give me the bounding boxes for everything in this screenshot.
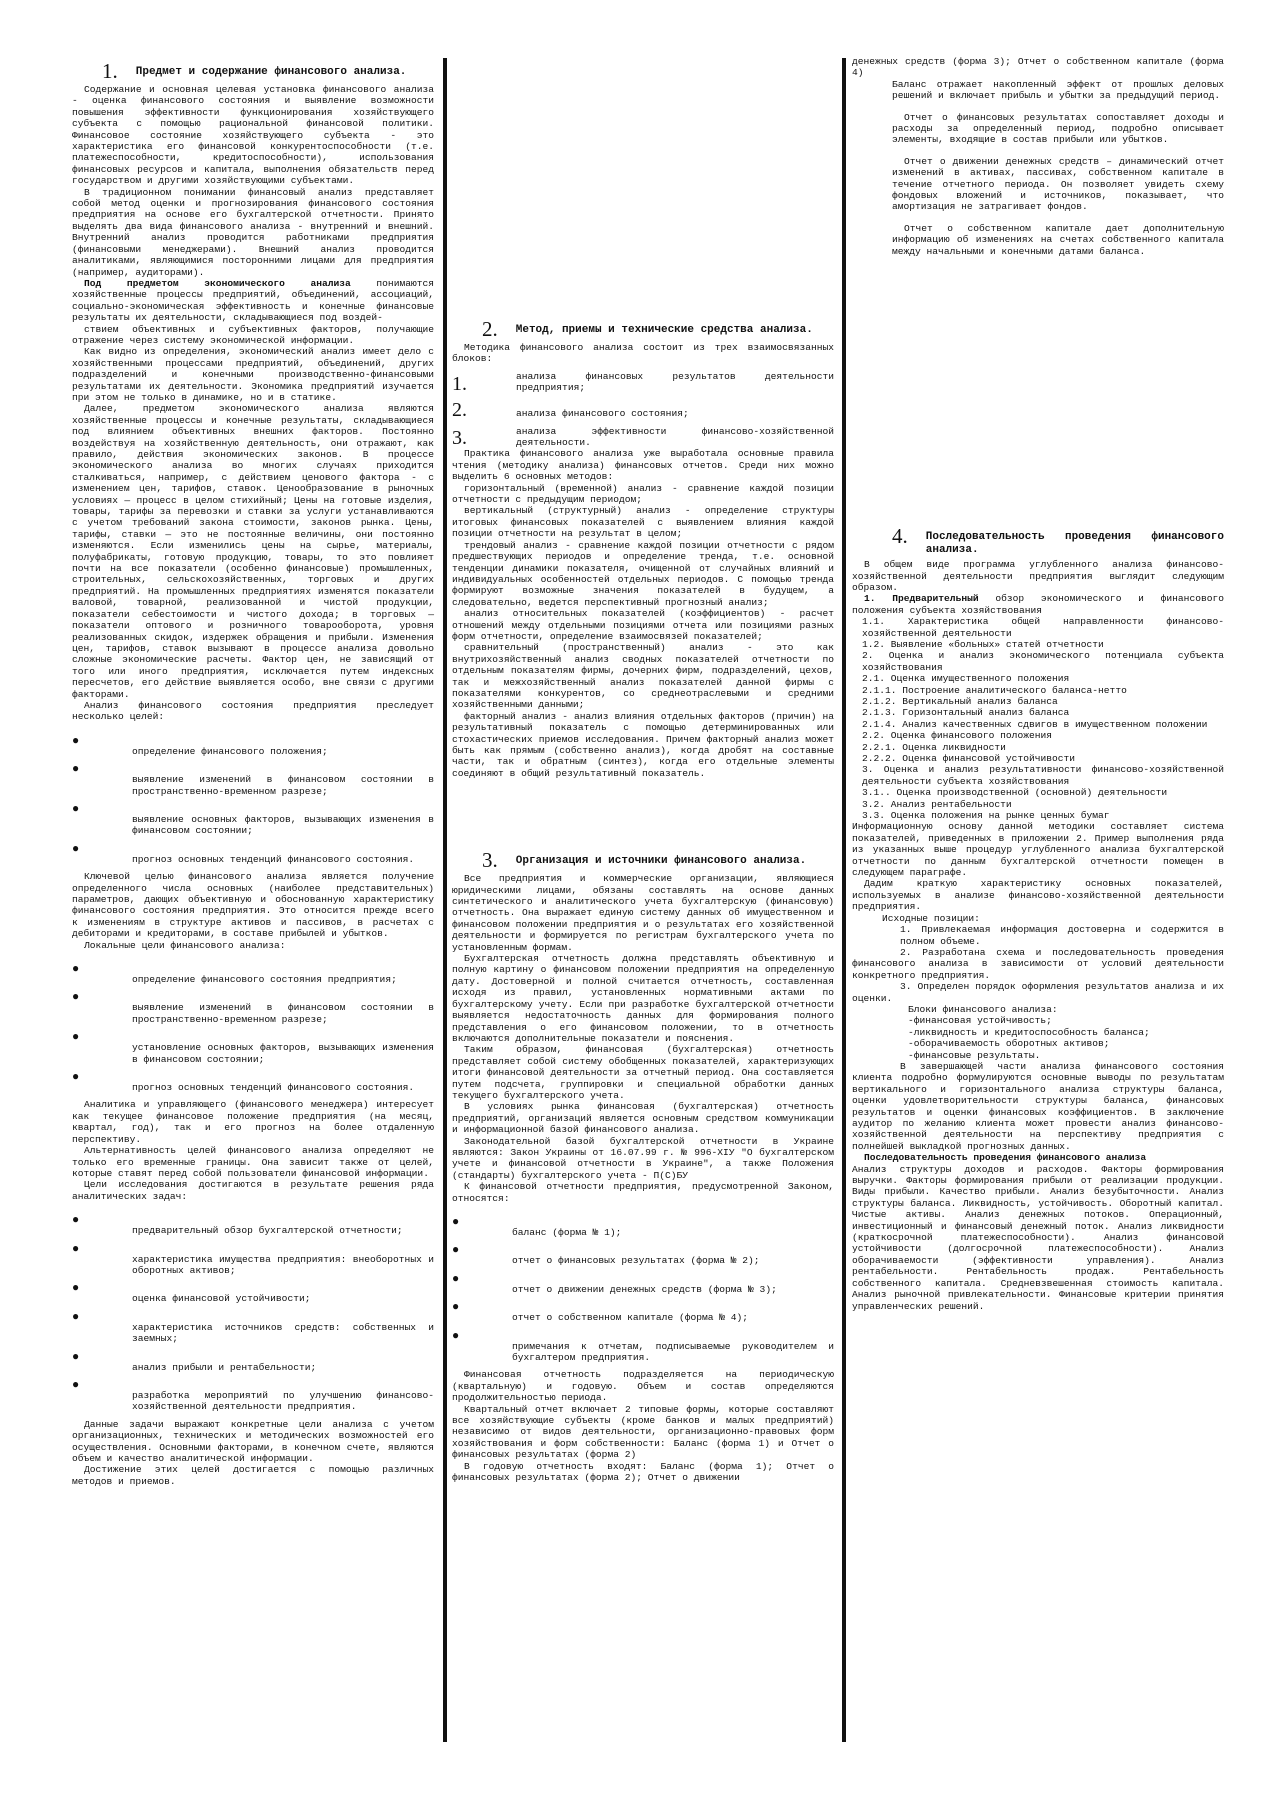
- column-divider-right: [842, 58, 846, 1742]
- list-item: 2. Разработана схема и последовательность проведения финансового анализа в зависимости от условий деятельности конкретного предприятия.: [852, 946, 1224, 981]
- list-item: [72, 757, 434, 797]
- section-title: Последовательность проведения финансового анализа.: [925, 531, 1224, 557]
- section-number: 4.: [892, 524, 908, 549]
- paragraph: В годовую отчетность входят: Баланс (форма 1); Отчет о финансовых результатах (форма 2); Отчет о движении: [452, 1460, 834, 1484]
- blocks-list: [452, 371, 834, 449]
- bullet-icon: ●: [72, 1349, 80, 1364]
- list-item: [72, 1208, 434, 1236]
- list-item-text: выявление изменений в финансовом состоянии в пространственно-временном разрезе;: [132, 774, 434, 797]
- outline-item: 2.1.3. Горизонтальный анализ баланса: [862, 707, 1070, 719]
- blocks-title: Блоки финансового анализа:: [908, 1003, 1058, 1015]
- list-number: 1.: [452, 372, 467, 395]
- list-item: [452, 1238, 834, 1266]
- section-number: 1.: [102, 59, 118, 83]
- section-number: 3.: [482, 848, 498, 873]
- bullet-icon: ●: [72, 1030, 80, 1045]
- outline-item: 3.2. Анализ рентабельности: [862, 798, 1012, 810]
- paragraph: Как видно из определения, экономический анализ имеет дело с хозяйственными процессами предприятий, объединений, других подразделений и конечными производственно-финансовыми результатами их деятельности. Экономика предприятий изучается при этом не только в динамике, но и в статике.: [72, 346, 434, 403]
- outline-item: 3. Оценка и анализ результативности финансово-хозяйственной деятельности субъекта хозяйствования: [862, 764, 1224, 787]
- column-2: [452, 318, 834, 1484]
- section-title: Предмет и содержание финансового анализа.: [135, 66, 407, 78]
- section-4-heading: [852, 525, 1224, 557]
- paragraph: Локальные цели финансового анализа:: [84, 939, 286, 951]
- bullet-icon: ●: [72, 1070, 80, 1085]
- list-item-text: определение финансового положения;: [132, 745, 328, 757]
- list-item-text: предварительный обзор бухгалтерской отчетности;: [132, 1225, 403, 1237]
- local-goals-list: [72, 957, 434, 1093]
- paragraph: Аналитика и управляющего (финансового менеджера) интересует как текущее финансовое положение предприятия (на месяц, квартал, год), так и его прогноз на более отдаленную перспективу.: [72, 1099, 434, 1145]
- bullet-icon: ●: [72, 1241, 80, 1256]
- paragraph: Баланс отражает накопленный эффект от прошлых деловых решений и включает прибыль и убытки за предыдущий период.: [892, 78, 1224, 102]
- list-item-text: отчет о финансовых результатах (форма № 2);: [512, 1255, 760, 1267]
- list-item-text: отчет о движении денежных средств (форма № 3);: [512, 1283, 777, 1295]
- list-item: [72, 729, 434, 757]
- list-item-text: установление основных факторов, вызывающих изменения в финансовом состоянии;: [132, 1042, 434, 1065]
- paragraph: Таким образом, финансовая (бухгалтерская) отчетность представляет собой систему обобщенных показателей, характеризующих итоги финансовой деятельности за отчетный период. Она составляется путем подсчета, группировки и специальной обработки данных текущего бухгалтерского учета.: [452, 1044, 834, 1101]
- list-item-text: примечания к отчетам, подписываемые руководителем и бухгалтером предприятия.: [512, 1340, 834, 1364]
- paragraph: Далее, предметом экономического анализа являются хозяйственные процессы и конечные результаты, складывающиеся под влиянием объективных внешних факторов. Постоянно воздействуя на хозяйственную деятельность, они отражают, как правило, действия экономических законов. В процессе экономического анализа во многих случаях приходится сталкиваться, например, с действием ценового фактора - с изменением цен, тарифов, ставок. Ценообразование в рыночных условиях — процесс в целом стихийный; Цены на готовые изделия, товары, тарифы за перевозки и ставки за услуги устанавливаются с учетом требований закона стоимости, законов рынка. Цены, тарифы, ставки — это не постоянные величины, они постоянно изменяются. Если изменились цены на сырье, материалы, полуфабрикаты, готовую продукцию, товары, то это повлияет почти на все показатели (особенно финансовые) промышленных, строительных, сельскохозяйственных, торговых и других предприятий. На промышленных предприятиях изменятся показатели валовой, товарной, реализованной и чистой продукции, показатели себестоимости и чистого дохода; в торговых — показатели оптового и розничного товарооборота, уровня реализованных скидок, издержек обращения и прибыли. Изменения цен, тарифов, ставок вызывают в процессе анализа довольно сложные экономические расчеты. Фактор цен, не зависящий от того или иного предприятия, исключается путем индексных пересчетов, его действие выявляется особо, вне связи с другими факторами.: [72, 403, 434, 700]
- paragraph: анализ относительных показателей (коэффициентов) - расчет отношений между отдельными позициями отчета или позициями разных форм отчетности, определение взаимосвязей показателей;: [452, 608, 834, 642]
- outline-item: 2.2.2. Оценка финансовой устойчивости: [862, 753, 1076, 764]
- blocks-list: [852, 1004, 1224, 1061]
- outline-item: 2.1.2. Вертикальный анализ баланса: [862, 695, 1058, 707]
- outline-item: 2.1.1. Построение аналитического баланса-нетто: [862, 684, 1127, 696]
- list-item: [72, 957, 434, 985]
- paragraph: факторный анализ - анализ влияния отдельных факторов (причин) на результативный показатель с помощью детерминированных или стохастических приемов исследования. Причем факторный анализ может быть как прямым (собственно анализ), когда дробят на составные части, так и обратным (синтез), когда его отдельные элементы соединяют в общий результативный показатель.: [452, 710, 834, 779]
- section-title: Метод, приемы и технические средства анализа.: [515, 324, 813, 336]
- list-item-text: анализа финансового состояния;: [516, 408, 689, 420]
- section-1-heading: [72, 60, 434, 82]
- paragraph: ствием объективных и субъективных факторов, получающие отражение через систему экономической информации.: [72, 323, 434, 346]
- list-item: 3. Определен порядок оформления результатов анализа и их оценки.: [852, 981, 1224, 1004]
- outline-item: 3.3. Оценка положения на рынке ценных бумаг: [862, 810, 1110, 822]
- section-number: 2.: [482, 317, 498, 341]
- paragraph: Отчет о собственном капитале дает дополнительную информацию об изменениях на счетах собственного капитала между начальными и конечными датами баланса.: [892, 222, 1224, 257]
- list-item-text: анализ прибыли и рентабельности;: [132, 1361, 317, 1373]
- outline-item: 2.1.4. Анализ качественных сдвигов в имущественном положении: [862, 718, 1208, 730]
- paragraph: Достижение этих целей достигается с помощью различных методов и приемов.: [72, 1464, 434, 1487]
- list-item: [72, 1373, 434, 1413]
- paragraph: Анализ финансового состояния предприятия преследует несколько целей:: [72, 699, 434, 723]
- paragraph: Данные задачи выражают конкретные цели анализа с учетом организационных, технических и методических возможностей его осуществления. Основными факторами, в конечном счете, являются объем и качество аналитической информации.: [72, 1418, 434, 1464]
- paragraph: [72, 278, 434, 324]
- paragraph: Законодательной базой бухгалтерской отчетности в Украине являются: Закон Украины от 16.07.99 г. № 996-XIУ "О бухгалтерском учете и финансовой отчетности в Украине", а также Положения (стандарты) бухгалтерского учета - П(С)БУ: [452, 1135, 834, 1181]
- list-number: 3.: [452, 427, 467, 450]
- paragraph: вертикальный (структурный) анализ - определение структуры итоговых финансовых показателей с выявлением влияния каждой позиции отчетности на результат в целом;: [452, 505, 834, 540]
- list-item-text: оценка финансовой устойчивости;: [132, 1293, 311, 1305]
- list-item: [72, 1305, 434, 1345]
- list-number: 2.: [452, 398, 467, 421]
- bullet-icon: ●: [72, 841, 80, 856]
- paragraph: В завершающей части анализа финансового состояния клиента подробно формулируются основные выводы по результатам вертикального и горизонтального анализа структуры баланса, оценки удовлетворительности структуры баланса, финансовых результатов и оценки финансовых коэффициентов. В заключение аудитор по желанию клиента может провести анализ финансово-хозяйственной деятельности на перспективу предприятия с полнейшей выкладкой прогнозных данных.: [852, 1060, 1224, 1152]
- paragraph: Анализ структуры доходов и расходов. Факторы формирования выручки. Факторы формирования прибыли от реализации продукции. Виды прибыли. Качество прибыли. Анализ безубыточности. Анализ структуры баланса. Ликвидность, устойчивость. Оборотный капитал. Чистые активы. Анализ денежных потоков. Операционный, инвестиционный и финансовый денежный поток. Анализ ликвидности (краткосрочной платежеспособности). Анализ финансовой устойчивости (долгосрочной платежеспособности). Анализ оборачиваемости (эффективности управления). Анализ рентабельности. Рентабельность продаж. Рентабельность собственного капитала. Средневзвешенная стоимость капитала. Анализ рыночной привлекательности. Финансовые критерии принятия управленческих решений.: [852, 1163, 1224, 1312]
- bullet-icon: ●: [452, 1243, 460, 1258]
- list-item: [72, 985, 434, 1025]
- section-3-heading: [452, 849, 834, 871]
- list-item-text: определение финансового состояния предприятия;: [132, 974, 397, 986]
- column-divider-left: [443, 58, 447, 1742]
- bullet-icon: ●: [72, 1213, 80, 1228]
- outline-item: 3.1.. Оценка производственной (основной) деятельности: [862, 787, 1168, 799]
- positions-list: [852, 924, 1224, 1004]
- paragraph: Ключевой целью финансового анализа является получение определенного числа основных (наиболее представительных) параметров, дающих объективную и обоснованную характеристику финансового состояния предприятия. Это относится прежде всего к изменениям в структуре активов и пассивов, в расчетах с дебиторами и кредиторами, в составе прибылей и убытков.: [72, 871, 434, 940]
- bullet-icon: ●: [72, 990, 80, 1005]
- paragraph: В традиционном понимании финансовый анализ представляет собой метод оценки и прогнозирования финансового состояния предприятия на основе его бухгалтерской отчетности. Принято выделять два вида финансового анализа - внутренний и внешний. Внутренний анализ проводится работниками предприятия (финансовыми менеджерами). Внешний анализ проводится аналитиками, являющимися посторонними лицами для предприятия (например, аудиторами).: [72, 186, 434, 278]
- outline-item: 2.2. Оценка финансового положения: [862, 730, 1052, 742]
- paragraph: Альтернативность целей финансового анализа определяют не только его временные границы. Она зависит также от целей, которые ставят перед собой пользователи финансовой информации.: [72, 1145, 434, 1179]
- list-item: -финансовые результаты.: [908, 1049, 1041, 1061]
- list-item-text: разработка мероприятий по улучшению финансово-хозяйственной деятельности предприятия.: [132, 1389, 434, 1413]
- bullet-icon: ●: [452, 1215, 460, 1229]
- outline-item: 1.2. Выявление «больных» статей отчетности: [862, 638, 1104, 650]
- paragraph: К финансовой отчетности предприятия, предусмотренной Законом, относятся:: [452, 1181, 834, 1204]
- bold-term: Под предметом экономического анализа: [84, 277, 351, 289]
- paragraph: Исходные позиции:: [882, 912, 980, 924]
- summary-title: Последовательность проведения финансового анализа: [864, 1152, 1147, 1164]
- list-item-text: баланс (форма № 1);: [512, 1227, 622, 1238]
- paragraph: Все предприятия и коммерческие организации, являющиеся юридическими лицами, обязаны составлять на основе данных синтетического и аналитического учета бухгалтерскую (финансовую) отчетность. Она выражает единую систему данных об имущественном и финансовом положении предприятия и о результатах его хозяйственной деятельности и формируется по регистрам бухгалтерского учета по установленным формам.: [452, 873, 834, 953]
- paragraph-text: обзор экономического и финансового положения субъекта хозяйствования: [852, 593, 1224, 616]
- list-item-text: прогноз основных тенденций финансового состояния.: [132, 853, 415, 865]
- paragraph: сравнительный (пространственный) анализ - это как внутрихозяйственный анализ сводных показателей отчетности по отдельным показателям фирмы, дочерних фирм, подразделений, цехов, так и межхозяйственный анализ показателей данной фирмы с показателями конкурентов, со среднеотраслевыми и средними хозяйственными данными;: [452, 642, 834, 711]
- list-item-text: выявление изменений в финансовом состоянии в пространственно-временном разрезе;: [132, 1002, 434, 1025]
- list-item: [452, 371, 834, 394]
- list-item: -оборачиваемость оборотных активов;: [908, 1038, 1110, 1050]
- section-2-heading: [452, 318, 834, 340]
- list-item-text: отчет о собственном капитале (форма № 4);: [512, 1312, 749, 1324]
- outline-item: 2.1. Оценка имущественного положения: [862, 673, 1070, 685]
- goals-list: [72, 729, 434, 865]
- paragraph: трендовый анализ - сравнение каждой позиции отчетности с рядом предшествующих периодов и определение тренда, т.е. основной тенденции динамики показателя, очищенной от случайных влияний и индивидуальных особенностей отдельных периодов. С помощью тренда формируют возможные значения показателей в будущем, а следовательно, ведется перспективный прогнозный анализ;: [452, 539, 834, 608]
- paragraph: Отчет о финансовых результатах сопоставляет доходы и расходы за определенный период, подробно описывает элементы, входящие в состав прибыли или убытков.: [892, 111, 1224, 146]
- paragraph: Методика финансового анализа состоит из трех взаимосвязанных блоков:: [452, 342, 834, 365]
- list-item-text: прогноз основных тенденций финансового состояния.: [132, 1082, 415, 1094]
- list-item: [452, 1324, 834, 1364]
- paragraph: горизонтальный (временной) анализ - сравнение каждой позиции отчетности с предыдущим периодом;: [452, 482, 834, 506]
- forms-description: [852, 79, 1224, 257]
- paragraph: Квартальный отчет включает 2 типовые формы, которые составляют все хозяйствующие субъекты (кроме банков и малых предприятий) независимо от видов деятельности, организационно-правовых форм хозяйствования и форм собственности: Баланс (форма 1) и Отчет о финансовых результатах (форма 2): [452, 1403, 834, 1461]
- paragraph-text: понимаются хозяйственные процессы предприятий, объединений, ассоциаций, социально-экономическая эффективность и конечные финансовые результаты их деятельности, складывающиеся под воздей-: [72, 277, 434, 324]
- list-item: [452, 1210, 834, 1238]
- bullet-icon: ●: [72, 762, 80, 777]
- bullet-icon: ●: [72, 1281, 80, 1296]
- paragraph: Отчет о движении денежных средств – динамический отчет изменений в активах, пассивах, собственном капитале в течение отчетного периода. Он позволяет увидеть схему фондовых вложений и источников, показывает, что амортизация не затрагивает фондов.: [892, 155, 1224, 213]
- list-item: -ликвидность и кредитоспособность баланса;: [908, 1026, 1150, 1038]
- bullet-icon: ●: [452, 1300, 460, 1315]
- list-item: [72, 837, 434, 865]
- bullet-icon: ●: [72, 962, 80, 977]
- section-title: Организация и источники финансового анализа.: [515, 855, 807, 868]
- list-item: [452, 1295, 834, 1323]
- list-item: [72, 1025, 434, 1065]
- bullet-icon: ●: [452, 1328, 460, 1343]
- outline-item: 1.1. Характеристика общей направленности финансово-хозяйственной деятельности: [862, 616, 1224, 639]
- paragraph: Содержание и основная целевая установка финансового анализа - оценка финансового состояния и выявление возможности повышения эффективности функционирования хозяйствующего субъекта с помощью рациональной финансовой политики. Финансовое состояние хозяйствующего субъекта - это характеристика его финансовой конкурентоспособности (т.е. платежеспособности, кредитоспособности), использования финансовых ресурсов и капитала, выполнения обязательств перед государством и другими хозяйствующими субъектами.: [72, 84, 434, 187]
- paragraph: [852, 593, 1224, 616]
- tasks-list: [72, 1208, 434, 1413]
- paragraph: Бухгалтерская отчетность должна представлять объективную и полную картину о финансовом положении предприятия на определенную дату. Достоверной и полной считается отчетность, составленная исходя из правил, установленных нормативными актами по бухгалтерскому учету. Если при разработке бухгалтерской отчетности выявляется недостаточность данных для формирования полного представления о его финансовом положении, то в отчетность включаются дополнительные показатели и пояснения.: [452, 953, 834, 1044]
- column-3: [852, 56, 1224, 1312]
- analysis-outline: [852, 616, 1224, 821]
- list-item: [72, 1276, 434, 1304]
- paragraph: Дадим краткую характеристику основных показателей, используемых в анализе финансово-хозяйственной деятельности предприятия.: [852, 878, 1224, 913]
- list-item: [72, 797, 434, 837]
- list-item: [452, 400, 834, 420]
- paragraph: Цели исследования достигаются в результате решения ряда аналитических задач:: [72, 1179, 434, 1202]
- bullet-icon: ●: [72, 1309, 80, 1324]
- list-item-text: характеристика имущества предприятия: внеоборотных и оборотных активов;: [132, 1253, 434, 1276]
- list-item-text: анализа эффективности финансово-хозяйственной деятельности.: [516, 425, 834, 449]
- column-1: [72, 60, 434, 1487]
- list-item: [452, 426, 834, 449]
- paragraph: В общем виде программа углубленного анализа финансово-хозяйственной деятельности предприятия выглядит следующим образом.: [852, 559, 1224, 593]
- paragraph: В условиях рынка финансовая (бухгалтерская) отчетность предприятий, организаций является основным средством коммуникации и информационной базой финансового анализа.: [452, 1101, 834, 1136]
- list-item: [72, 1065, 434, 1093]
- bullet-icon: ●: [72, 1377, 80, 1392]
- forms-list: [452, 1210, 834, 1363]
- list-item-text: анализа финансовых результатов деятельности предприятия;: [516, 370, 834, 394]
- outline-item: 2.2.1. Оценка ликвидности: [862, 741, 1006, 753]
- list-item-text: характеристика источников средств: собственных и заемных;: [132, 1321, 434, 1345]
- paragraph: денежных средств (форма 3); Отчет о собственном капитале (форма 4): [852, 56, 1224, 79]
- outline-item: 2. Оценка и анализ экономического потенциала субъекта хозяйствования: [862, 650, 1224, 673]
- bold-term: 1. Предварительный: [864, 593, 979, 605]
- paragraph: Финансовая отчетность подразделяется на периодическую (квартальную) и годовую. Объем и состав определяются продолжительностью периода.: [452, 1369, 834, 1404]
- paragraph: Практика финансового анализа уже выработала основные правила чтения (методику анализа) финансовых отчетов. Среди них можно выделить 6 основных методов:: [452, 448, 834, 483]
- bullet-icon: ●: [452, 1271, 460, 1286]
- list-item: 1. Привлекаемая информация достоверна и содержится в полном объеме.: [900, 924, 1224, 947]
- list-item: [72, 1237, 434, 1277]
- paragraph: Информационную основу данной методики составляет система показателей, приведенных в приложении 2. Пример выполнения ряда из указанных выше процедур углубленного анализа бухгалтерской отчетности по данным бухгалтерской отчетности помещен в следующем параграфе.: [852, 821, 1224, 879]
- list-item: -финансовая устойчивость;: [908, 1015, 1052, 1027]
- list-item: [72, 1345, 434, 1373]
- list-item-text: выявление основных факторов, вызывающих изменения в финансовом состоянии;: [132, 813, 434, 837]
- bullet-icon: ●: [72, 801, 80, 816]
- bullet-icon: ●: [72, 733, 80, 748]
- list-item: [452, 1267, 834, 1295]
